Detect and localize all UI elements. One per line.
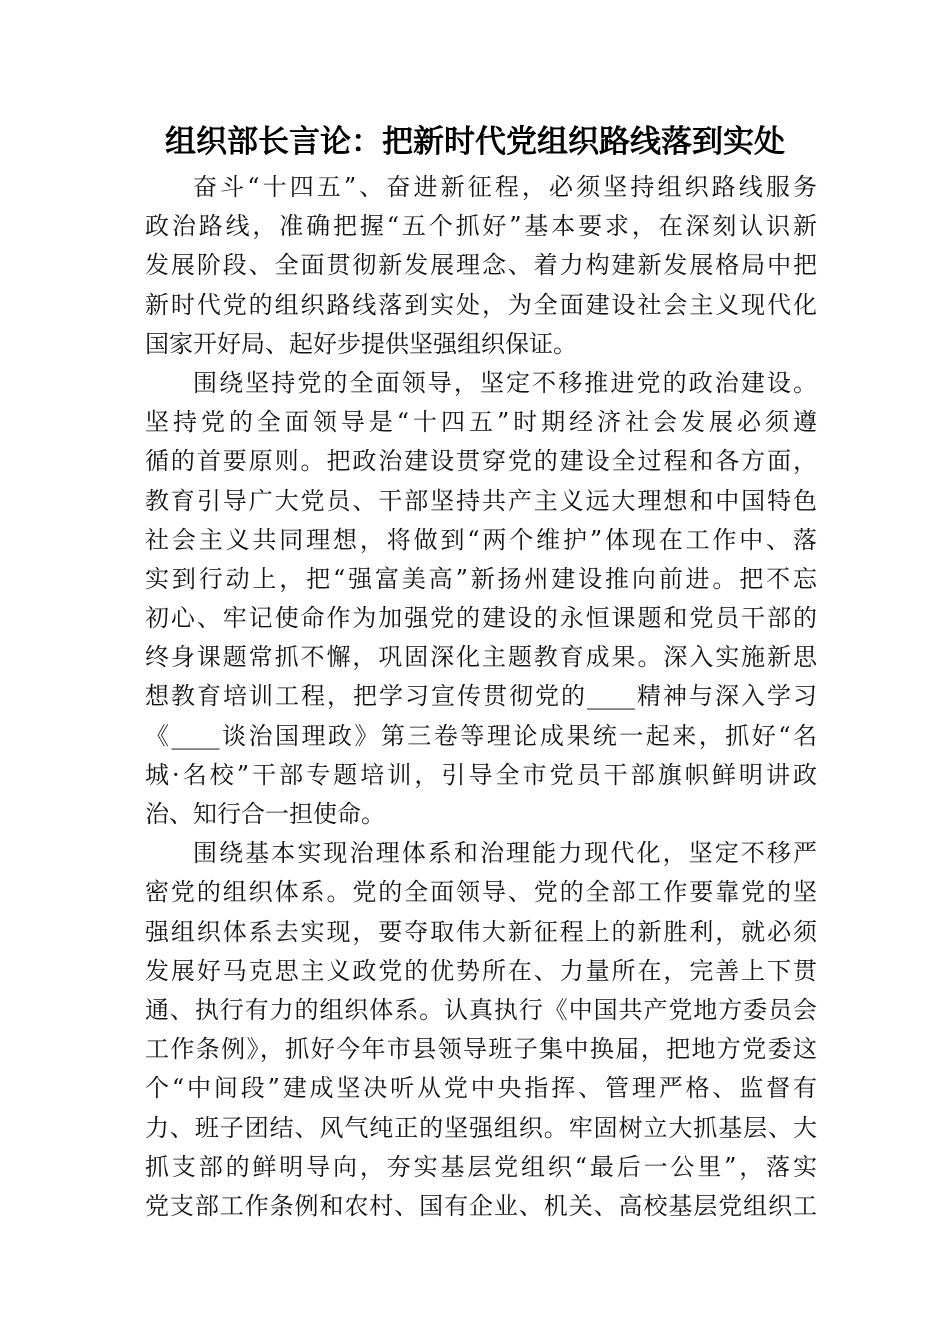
body-line: 奋斗“十四五”、奋进新征程，必须坚持组织路线服务 (193, 173, 817, 201)
body-line: 想教育培训工程，把学习宣传贯彻党的____精神与深入学习 (145, 682, 817, 711)
body-line: 终身课题常抓不懈，巩固深化主题教育成果。深入实施新思 (145, 643, 817, 672)
body-line: 党支部工作条例和农村、国有企业、机关、高校基层党组织工 (145, 1191, 817, 1220)
body-line: 社会主义共同理想，将做到“两个维护”体现在工作中、落 (145, 525, 817, 554)
body-line: 通、执行有力的组织体系。认真执行《中国共产党地方委员会 (145, 995, 817, 1024)
body-line: 力、班子团结、风气纯正的坚强组织。牢固树立大抓基层、大 (145, 1113, 817, 1142)
body-line: 实到行动上，把“强富美高”新扬州建设推向前进。把不忘 (145, 564, 817, 593)
document-title: 组织部长言论：把新时代党组织路线落到实处 (165, 124, 785, 160)
body-line: 《____谈治国理政》第三卷等理论成果统一起来，抓好“名 (145, 721, 817, 750)
body-line: 围绕基本实现治理体系和治理能力现代化，坚定不移严 (193, 839, 817, 868)
body-line: 密党的组织体系。党的全面领导、党的全部工作要靠党的坚 (145, 878, 817, 907)
body-line: 围绕坚持党的全面领导，坚定不移推进党的政治建设。 (193, 368, 817, 397)
body-line: 政治路线，准确把握“五个抓好”基本要求，在深刻认识新 (145, 212, 817, 241)
body-line: 发展好马克思主义政党的优势所在、力量所在，完善上下贯 (145, 956, 817, 985)
body-line: 治、知行合一担使命。 (145, 800, 385, 828)
document-body (145, 168, 817, 1226)
body-line: 教育引导广大党员、干部坚持共产主义远大理想和中国特色 (145, 486, 817, 515)
body-line: 发展阶段、全面贯彻新发展理念、着力构建新发展格局中把 (145, 251, 817, 280)
body-line: 国家开好局、起好步提供坚强组织保证。 (145, 329, 577, 358)
body-line: 强组织体系去实现，要夺取伟大新征程上的新胜利，就必须 (145, 917, 817, 946)
body-line: 城·名校”干部专题培训，引导全市党员干部旗帜鲜明讲政 (145, 760, 817, 789)
body-line: 新时代党的组织路线落到实处，为全面建设社会主义现代化 (145, 290, 817, 319)
body-line: 初心、牢记使命作为加强党的建设的永恒课题和党员干部的 (145, 604, 817, 633)
body-line: 个“中间段”建成坚决听从党中央指挥、管理严格、监督有 (145, 1074, 817, 1103)
body-line: 工作条例》，抓好今年市县领导班子集中换届，把地方党委这 (145, 1035, 817, 1064)
body-line: 循的首要原则。把政治建设贯穿党的建设全过程和各方面， (145, 447, 817, 476)
body-line: 坚持党的全面领导是“十四五”时期经济社会发展必须遵 (145, 408, 817, 437)
body-line: 抓支部的鲜明导向，夯实基层党组织“最后一公里”，落实 (145, 1152, 817, 1181)
